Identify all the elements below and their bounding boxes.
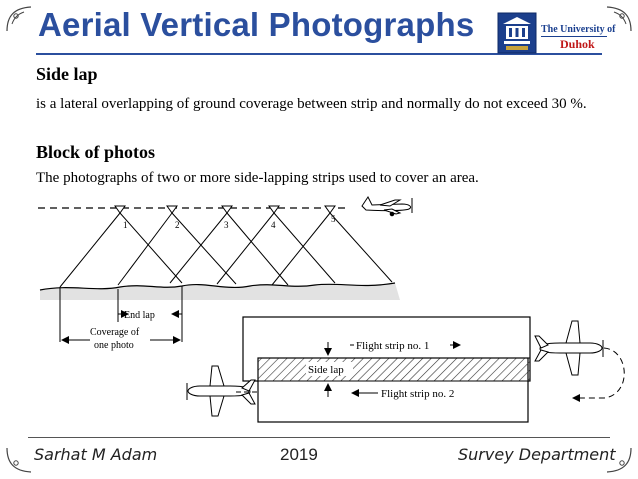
coverage-label: Coverage of [90,327,140,338]
page-title: Aerial Vertical Photographs [38,6,475,43]
paragraph-block-of-photos: The photographs of two or more side-lapping strips used to cover an area. [36,170,479,186]
footer-divider [28,437,610,438]
photo-number: 5 [331,214,336,224]
photo-number: 1 [123,220,128,230]
footer-department: Survey Department [458,445,616,464]
photo-number: 2 [175,220,180,230]
flight-strip-2-label: Flight strip no. 2 [381,388,455,400]
paragraph-side-lap: is a lateral overlapping of ground coverage between strip and normally do not exceed 30 %. [36,96,587,112]
side-lap-overlap-area [258,358,530,381]
photo-number: 4 [271,220,276,230]
airplane-icon [535,321,603,375]
terrain-profile [40,283,400,300]
end-lap-label: End lap [124,310,155,321]
turn-path [575,348,624,398]
airplane-icon [362,197,412,216]
camera-stations [115,206,335,213]
university-city: Duhok [560,37,595,51]
coverage-label: one photo [94,340,134,351]
university-name: The University of [541,24,616,35]
photo-number: 3 [224,220,229,230]
heading-side-lap: Side lap [36,64,98,84]
footer-year: 2019 [280,445,318,464]
heading-block-of-photos: Block of photos [36,142,156,162]
turn-arrow-icon [572,394,580,402]
footer-author: Sarhat M Adam [34,445,158,464]
side-lap-label: Side lap [308,364,344,376]
flight-strip-1-label: Flight strip no. 1 [356,340,430,352]
